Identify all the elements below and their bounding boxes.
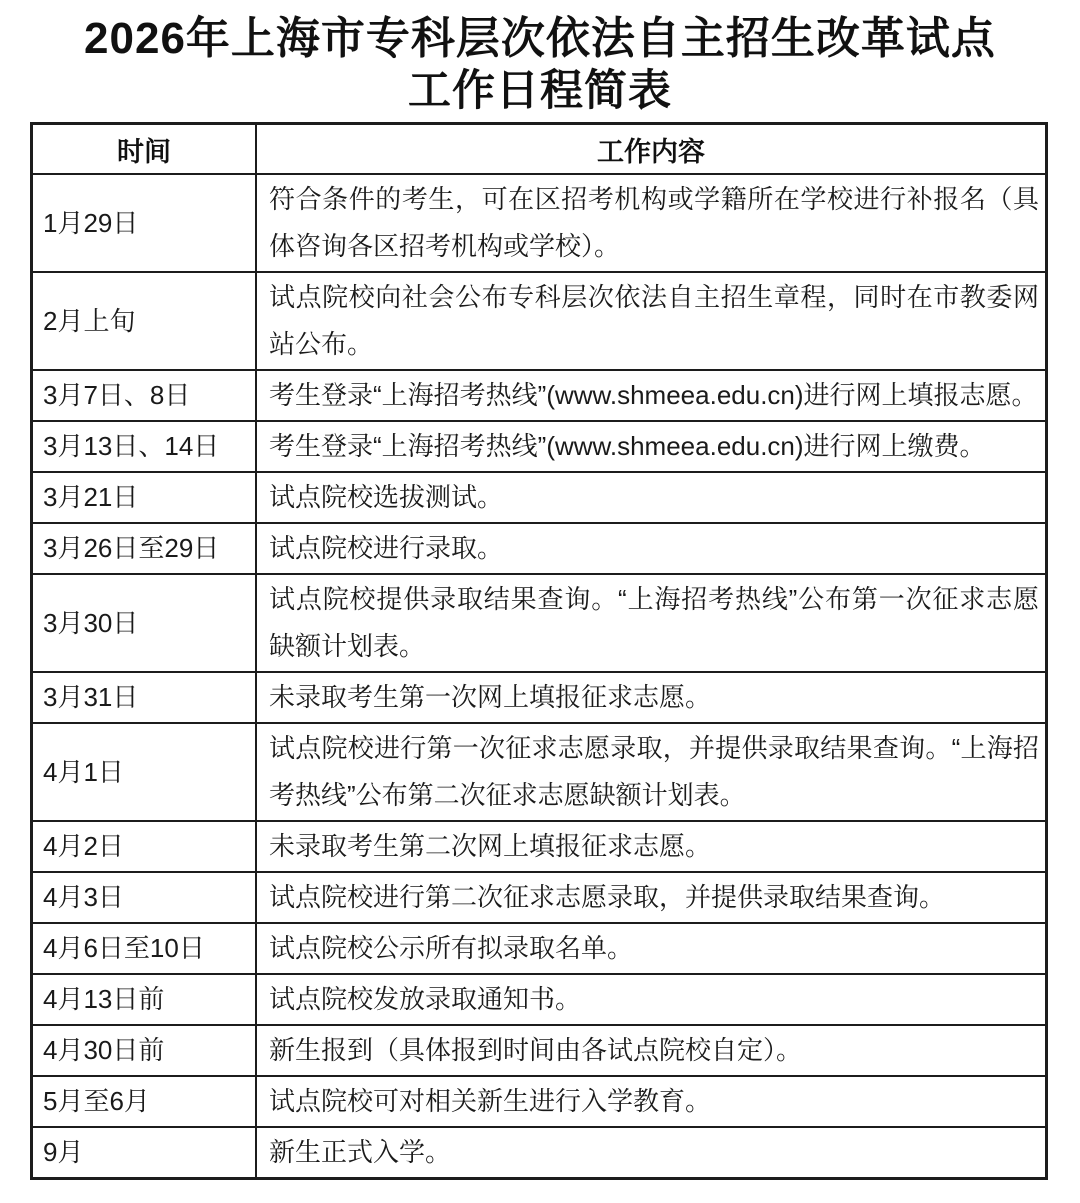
content-cell: 考生登录“上海招考热线”(www.shmeea.edu.cn)进行网上填报志愿。 <box>256 370 1047 421</box>
content-cell: 未录取考生第一次网上填报征求志愿。 <box>256 672 1047 723</box>
time-cell: 2月上旬 <box>32 272 257 370</box>
table-row <box>32 523 1047 574</box>
time-cell: 3月31日 <box>32 672 257 723</box>
content-cell: 试点院校公示所有拟录取名单。 <box>256 923 1047 974</box>
table-row <box>32 974 1047 1025</box>
table-row <box>32 672 1047 723</box>
table-row <box>32 1025 1047 1076</box>
schedule-table <box>30 122 1048 1180</box>
table-row <box>32 272 1047 370</box>
time-cell: 3月7日、8日 <box>32 370 257 421</box>
table-row <box>32 574 1047 672</box>
content-cell: 试点院校向社会公布专科层次依法自主招生章程，同时在市教委网站公布。 <box>256 272 1047 370</box>
time-cell: 1月29日 <box>32 174 257 272</box>
content-cell: 未录取考生第二次网上填报征求志愿。 <box>256 821 1047 872</box>
page-title-line2: 工作日程简表 <box>408 67 672 115</box>
time-cell: 9月 <box>32 1127 257 1179</box>
content-cell: 新生报到（具体报到时间由各试点院校自定）。 <box>256 1025 1047 1076</box>
page-title <box>0 0 1080 116</box>
table-row <box>32 821 1047 872</box>
header-time: 时间 <box>32 124 257 175</box>
content-cell: 试点院校选拔测试。 <box>256 472 1047 523</box>
time-cell: 4月2日 <box>32 821 257 872</box>
table-row <box>32 1127 1047 1179</box>
time-cell: 4月6日至10日 <box>32 923 257 974</box>
time-cell: 3月13日、14日 <box>32 421 257 472</box>
time-cell: 5月至6月 <box>32 1076 257 1127</box>
page-title-line1: 2026年上海市专科层次依法自主招生改革试点 <box>84 14 996 63</box>
time-cell: 3月26日至29日 <box>32 523 257 574</box>
table-row <box>32 723 1047 821</box>
time-cell: 4月30日前 <box>32 1025 257 1076</box>
content-cell: 试点院校发放录取通知书。 <box>256 974 1047 1025</box>
schedule-body <box>32 174 1047 1179</box>
time-cell: 4月3日 <box>32 872 257 923</box>
table-row <box>32 370 1047 421</box>
table-row <box>32 421 1047 472</box>
table-row <box>32 472 1047 523</box>
table-row <box>32 923 1047 974</box>
schedule-header <box>32 124 1047 175</box>
header-row <box>32 124 1047 175</box>
content-cell: 试点院校提供录取结果查询。“上海招考热线”公布第一次征求志愿缺额计划表。 <box>256 574 1047 672</box>
content-cell: 试点院校可对相关新生进行入学教育。 <box>256 1076 1047 1127</box>
table-row <box>32 1076 1047 1127</box>
content-cell: 试点院校进行第二次征求志愿录取，并提供录取结果查询。 <box>256 872 1047 923</box>
content-cell: 符合条件的考生，可在区招考机构或学籍所在学校进行补报名（具体咨询各区招考机构或学校）。 <box>256 174 1047 272</box>
time-cell: 4月13日前 <box>32 974 257 1025</box>
content-cell: 试点院校进行录取。 <box>256 523 1047 574</box>
time-cell: 3月30日 <box>32 574 257 672</box>
table-row <box>32 174 1047 272</box>
table-row <box>32 872 1047 923</box>
time-cell: 4月1日 <box>32 723 257 821</box>
time-cell: 3月21日 <box>32 472 257 523</box>
content-cell: 新生正式入学。 <box>256 1127 1047 1179</box>
content-cell: 试点院校进行第一次征求志愿录取，并提供录取结果查询。“上海招考热线”公布第二次征求志愿缺额计划表。 <box>256 723 1047 821</box>
content-cell: 考生登录“上海招考热线”(www.shmeea.edu.cn)进行网上缴费。 <box>256 421 1047 472</box>
header-content: 工作内容 <box>256 124 1047 175</box>
